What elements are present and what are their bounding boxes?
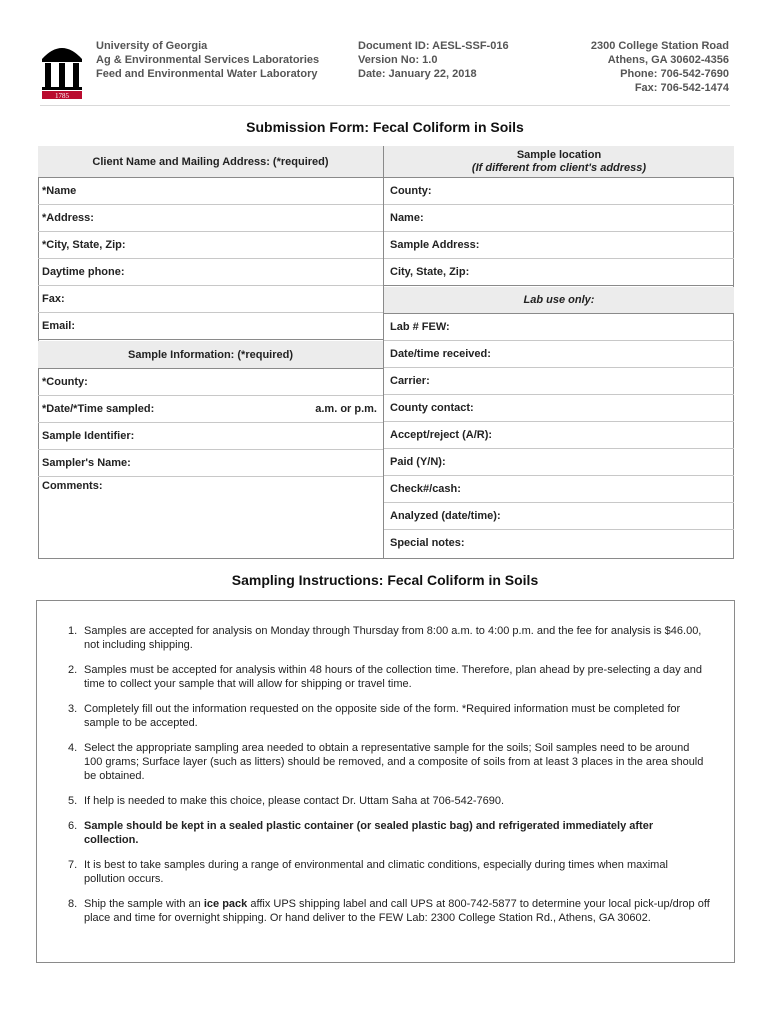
date-time-label: *Date/*Time sampled: <box>42 403 155 415</box>
logo-year: 1785 <box>55 92 69 99</box>
sample-location-subtitle: (If different from client's address) <box>471 162 647 174</box>
address-block <box>591 39 729 95</box>
instruction-text: It is best to take samples during a range of environmental and climatic conditions, especially during times when maximal pollution occurs. <box>84 859 668 885</box>
instructions-title: Sampling Instructions: Fecal Coliform in Soils <box>231 572 539 588</box>
instruction-item <box>68 624 710 652</box>
field-city-state-zip[interactable]: *City, State, Zip: <box>38 232 383 259</box>
instruction-item <box>68 794 710 808</box>
field-name[interactable]: *Name <box>38 178 383 205</box>
lab-field-accept-reject: Accept/reject (A/R): <box>384 422 734 449</box>
instruction-text: If help is needed to make this choice, please contact Dr. Uttam Saha at 706-542-7690. <box>84 795 505 807</box>
field-date-time-sampled[interactable] <box>38 396 383 423</box>
instruction-item <box>68 741 710 783</box>
instruction-number: 4. <box>68 742 78 754</box>
doc-line: Date: January 22, 2018 <box>358 68 477 80</box>
instruction-item <box>68 702 710 730</box>
uga-arch-icon <box>40 39 84 99</box>
instruction-number: 5. <box>68 795 78 807</box>
lab-use-header: Lab use only: <box>384 287 734 314</box>
lab-field-analyzed: Analyzed (date/time): <box>384 503 734 530</box>
org-block <box>96 39 319 81</box>
client-header: Client Name and Mailing Address: (*required) <box>38 146 383 178</box>
doc-info-block <box>358 39 509 81</box>
instruction-item <box>68 897 710 925</box>
org-line: University of Georgia <box>96 40 208 52</box>
lab-field-check-cash: Check#/cash: <box>384 476 734 503</box>
instruction-number: 8. <box>68 898 78 910</box>
form-title: Submission Form: Fecal Coliform in Soils <box>246 119 524 135</box>
sample-info-header: Sample Information: (*required) <box>38 341 383 369</box>
field-location-name[interactable]: Name: <box>384 205 734 232</box>
lab-field-county-contact: County contact: <box>384 395 734 422</box>
instruction-item <box>68 819 710 847</box>
field-location-city-state-zip[interactable]: City, State, Zip: <box>384 259 734 286</box>
sample-location-header <box>384 146 734 178</box>
address-line: 2300 College Station Road <box>590 40 729 52</box>
org-line: Ag & Environmental Services Laboratories <box>96 54 320 66</box>
field-sampler-name[interactable]: Sampler's Name: <box>38 450 383 477</box>
doc-line: Document ID: AESL-SSF-016 <box>358 40 509 52</box>
instruction-number: 3. <box>68 703 78 715</box>
field-sample-county[interactable]: *County: <box>38 369 383 396</box>
field-email[interactable]: Email: <box>38 313 383 340</box>
header-divider <box>40 105 730 106</box>
doc-line: Version No: 1.0 <box>358 54 438 66</box>
field-location-address[interactable]: Sample Address: <box>384 232 734 259</box>
field-address[interactable]: *Address: <box>38 205 383 232</box>
lab-field-received: Date/time received: <box>384 341 734 368</box>
field-location-county[interactable]: County: <box>384 178 734 205</box>
field-sample-identifier[interactable]: Sample Identifier: <box>38 423 383 450</box>
lab-field-paid: Paid (Y/N): <box>384 449 734 476</box>
instruction-text: Sample should be kept in a sealed plastic container (or sealed plastic bag) and refrigerated immediately after collection. <box>84 820 654 846</box>
address-line: Athens, GA 30602-4356 <box>607 54 729 66</box>
instruction-number: 7. <box>68 859 78 871</box>
instruction-number: 6. <box>68 820 78 832</box>
instruction-number: 1. <box>68 625 78 637</box>
ampm-label: a.m. or p.m. <box>315 403 377 415</box>
instruction-text-after: affix UPS shipping label and call UPS at 800-742-5877 to determine your local pick-up/drop off place and time for overnight shipping. Or hand deliver to the FEW Lab: 2300 College Station Rd., Athens, GA 30602. <box>84 898 710 924</box>
field-fax[interactable]: Fax: <box>38 286 383 313</box>
instruction-text: Completely fill out the information requested on the opposite side of the form. *Required information must be completed for sample to be accepted. <box>84 703 681 729</box>
instruction-text: Select the appropriate sampling area needed to obtain a representative sample for the soils; Soil samples need to be around 100 grams; Surface layer (such as litters) should be removed, and a composite of soils from at least 3 places in the area should be obtained. <box>84 742 704 782</box>
field-comments[interactable]: Comments: <box>42 480 103 492</box>
instruction-item <box>68 858 710 886</box>
sample-location-title: Sample location <box>516 149 602 161</box>
address-line: Phone: 706-542-7690 <box>620 68 729 80</box>
address-line: Fax: 706-542-1474 <box>634 82 729 94</box>
lab-field-carrier: Carrier: <box>384 368 734 395</box>
field-daytime-phone[interactable]: Daytime phone: <box>38 259 383 286</box>
instruction-text: Samples must be accepted for analysis within 48 hours of the collection time. Therefore, plan ahead by pre-selecting a day and time to collect your sample that will allow for shipping or travel time. <box>84 664 702 690</box>
lab-field-few: Lab # FEW: <box>384 314 734 341</box>
instruction-text-before: Ship the sample with an <box>84 898 204 910</box>
org-line: Feed and Environmental Water Laboratory <box>96 68 318 80</box>
instruction-text: Samples are accepted for analysis on Monday through Thursday from 8:00 a.m. to 4:00 p.m. and the fee for analysis is $46.00, not including shipping. <box>84 625 702 651</box>
lab-field-special-notes: Special notes: <box>390 537 465 549</box>
instruction-number: 2. <box>68 664 78 676</box>
instruction-text-bold: ice pack <box>203 898 248 910</box>
instruction-item <box>68 663 710 691</box>
